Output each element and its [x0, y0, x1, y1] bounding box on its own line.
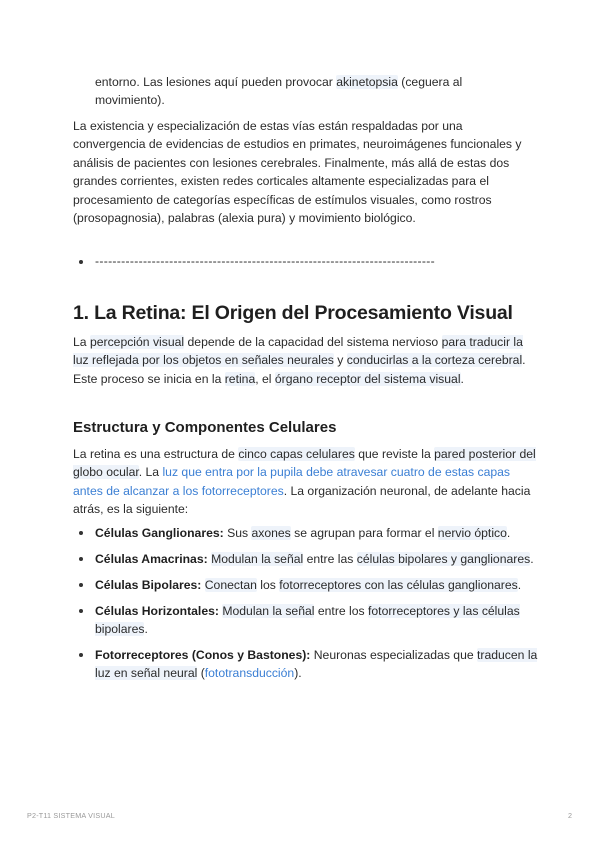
link-highlight: luz que entra por la pupila debe atravesar cuatro de estas capas antes de alcanzar a los fotorreceptores — [73, 465, 511, 498]
text-run: (ceguera al movimiento). — [95, 75, 463, 108]
text-run: Sus — [223, 526, 252, 540]
list-item-photoreceptors — [73, 646, 543, 683]
list-item-horizontal-cells — [73, 602, 543, 639]
subsection-heading-structure: Estructura y Componentes Celulares — [73, 419, 337, 436]
highlighted-term: traducen la luz en señal neural — [95, 648, 538, 681]
text-run: . La organización neuronal, de adelante hacia atrás, es la siguiente: — [73, 483, 531, 517]
paragraph-evidence: La existencia y especialización de estas vías están respaldadas por una convergencia de evidencias de estudios en primates, neuroimágenes funcionales y análisis de pacientes con lesiones cerebrales. Finalmente, más allá de estas dos grandes corrientes, existen redes corticales altamente especializadas para el procesamiento de categorías específicas de estímulos visuales, como rostros (prosopagnosia), palabras (alexia pura) y movimiento biológico. — [73, 119, 522, 226]
list-item-title: Células Ganglionares: — [95, 526, 224, 540]
footer-document-title: P2-T11 SISTEMA VISUAL — [27, 811, 115, 820]
highlighted-term: para traducir la luz reflejada por los objetos en señales neurales — [73, 335, 523, 368]
list-item-amacrine-cells — [73, 550, 543, 568]
highlighted-term: Modulan la señal — [222, 603, 315, 618]
text-run: depende de la capacidad del sistema nervioso — [184, 335, 442, 349]
text-run: Neuronas especializadas que — [310, 648, 478, 663]
footer-page-number: 2 — [568, 811, 572, 820]
text-run: La retina es una estructura de — [73, 447, 239, 461]
list-item-bipolar-cells — [73, 576, 543, 594]
highlighted-term: fotorreceptores con las células ganglionares — [279, 577, 518, 592]
text-run: los — [256, 577, 280, 592]
text-run: ). — [294, 666, 302, 681]
highlighted-term: akinetopsia — [336, 75, 398, 89]
text-run: La — [73, 335, 90, 349]
paragraph-retina-intro — [73, 333, 535, 388]
text-run: entre los — [314, 603, 369, 618]
highlighted-term: fotorreceptores y las células bipolares — [95, 603, 520, 637]
cell-types-list — [73, 524, 543, 690]
continued-list-item — [95, 73, 535, 110]
text-run: . — [506, 526, 511, 540]
paragraph-retina-structure — [73, 445, 543, 519]
list-item-title: Fotorreceptores (Conos y Bastones): — [95, 648, 311, 663]
text-run: . La — [138, 465, 163, 480]
highlighted-term: retina — [224, 371, 256, 386]
highlighted-term: conducirlas a la corteza cerebral — [346, 353, 523, 368]
highlighted-term: nervio óptico — [437, 526, 507, 540]
text-run: , el — [255, 371, 275, 386]
highlighted-term: cinco capas celulares — [238, 447, 355, 461]
text-run: se agrupan para formar el — [290, 526, 438, 540]
highlighted-term: axones — [251, 526, 291, 540]
text-run: . — [144, 622, 148, 637]
text-run: que reviste la — [354, 447, 435, 461]
highlighted-term: Modulan la señal — [211, 551, 304, 566]
list-item-ganglion-cells — [73, 524, 543, 542]
text-run: entorno. Las lesiones aquí pueden provocar — [95, 75, 337, 89]
highlighted-term: células bipolares y ganglionares — [356, 551, 531, 566]
list-item-title: Células Horizontales: — [95, 603, 219, 618]
text-run: . — [517, 577, 522, 592]
text-run: . Este proceso se inicia en la — [73, 353, 526, 386]
highlighted-term: pared posterior del globo ocular — [73, 447, 536, 480]
highlighted-term: percepción visual — [89, 335, 185, 349]
text-run: entre las — [303, 551, 357, 566]
list-item-title: Células Amacrinas: — [95, 551, 208, 566]
text-run: . — [460, 371, 464, 386]
section-heading-retina: 1. La Retina: El Origen del Procesamiento Visual — [73, 302, 513, 324]
dash-separator: ------------------------------------------------------------------------------ — [95, 254, 435, 268]
highlighted-term: Conectan — [204, 577, 257, 592]
text-run: y — [333, 353, 347, 368]
link-highlight: fototransducción — [204, 666, 295, 681]
text-run: ( — [197, 666, 205, 681]
list-item-title: Células Bipolares: — [95, 577, 202, 592]
bullet-icon — [79, 260, 83, 264]
text-run: . — [530, 551, 534, 566]
highlighted-term: órgano receptor del sistema visual — [274, 371, 461, 386]
